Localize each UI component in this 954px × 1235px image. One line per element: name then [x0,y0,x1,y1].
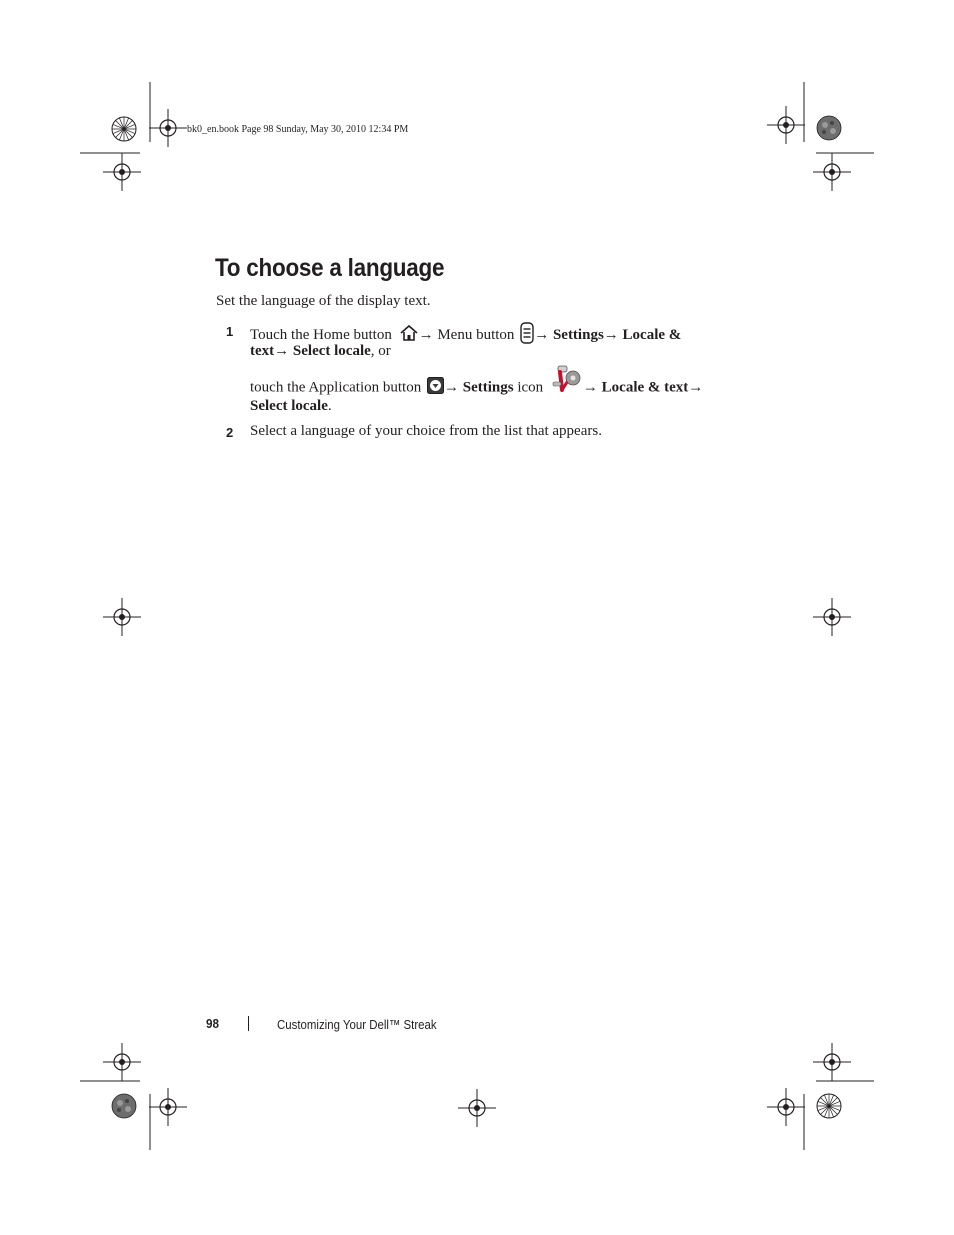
step-1-line-3 [250,377,703,399]
step-number-1: 1 [226,324,234,339]
arrow: → [274,343,290,359]
step-1-line-2 [250,343,391,360]
home-icon [399,324,419,347]
page-number: 98 [206,1016,220,1031]
print-header-note: bk0_en.book Page 98 Sunday, May 30, 2010 12:34 PM [187,124,409,135]
step-number-2: 2 [226,425,234,440]
select-locale-label-2: Select locale [250,398,328,414]
menu-icon [520,322,534,349]
locale-text-label-2: Locale & text [601,379,689,396]
step-1-touch-home-text: Touch the Home button [250,326,392,343]
arrow: → [534,326,550,343]
settings-icon [551,364,583,399]
arrow: → [443,379,459,396]
arrow: → [688,379,704,396]
arrow: → [603,326,619,343]
or-text: , or [370,343,391,359]
settings-label: Settings [552,326,604,343]
step-1-line-4 [250,398,332,415]
select-locale-label: Select locale [292,343,371,359]
section-title: To choose a language [215,254,445,282]
step-1-menu-button-text: Menu button [433,326,515,343]
step-1-touch-app-text: touch the Application button [250,379,422,396]
application-icon [427,377,444,399]
locale-text-label: Locale & [622,326,682,343]
period: . [327,398,332,414]
running-title: Customizing Your Dell™ Streak [277,1017,437,1032]
step-2-text: Select a language of your choice from the list that appears. [250,423,602,439]
arrow: → [582,379,598,396]
icon-word: icon [513,379,544,396]
intro-text: Set the language of the display text. [216,293,431,309]
footer-separator [248,1016,249,1031]
arrow: → [418,326,434,343]
locale-text-label-cont: text [250,343,275,359]
settings-label-2: Settings [462,379,514,396]
